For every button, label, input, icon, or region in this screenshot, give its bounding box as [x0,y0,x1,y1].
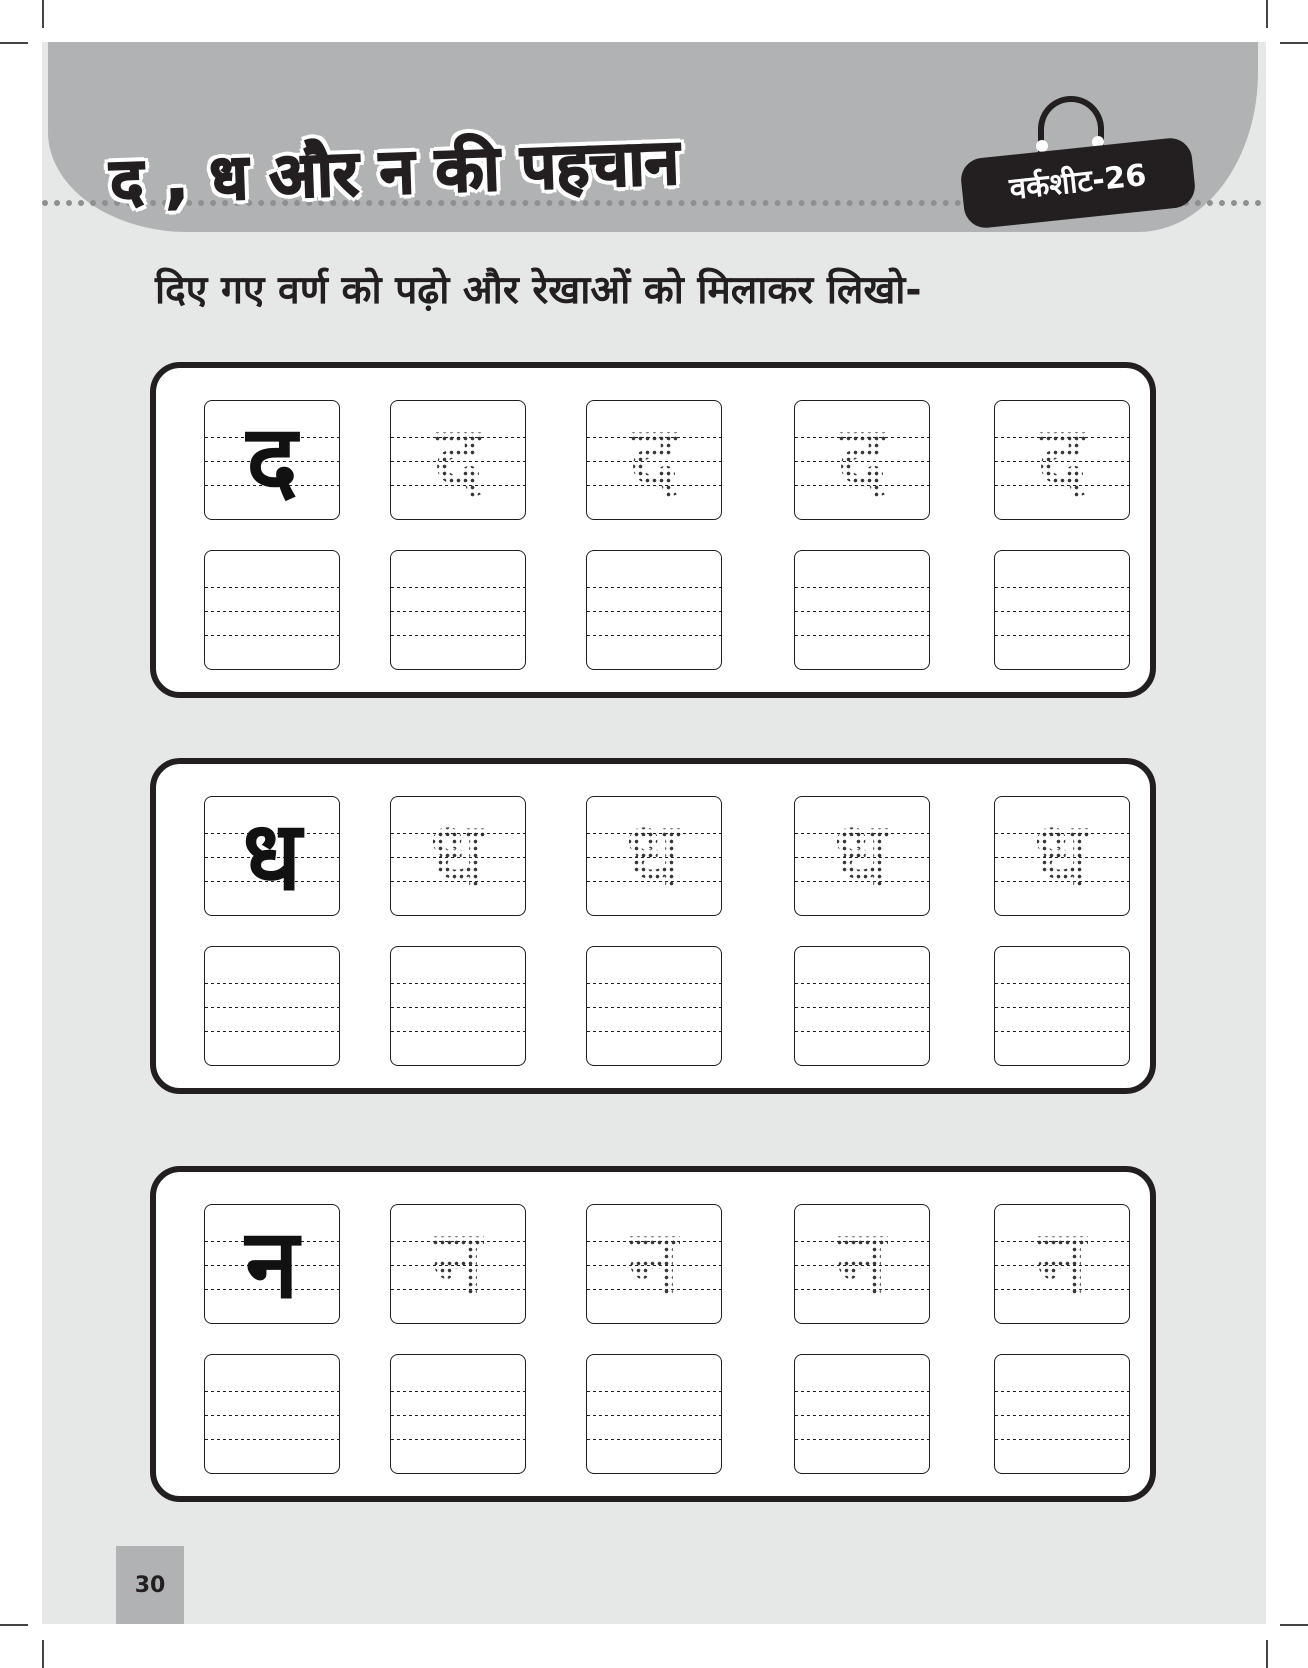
page-number: 30 [116,1546,184,1624]
dotted-trace-letter: ध [833,802,891,909]
blank-writing-box[interactable] [794,550,930,670]
trace-letter-box[interactable] [586,1204,722,1324]
trace-letter-box[interactable] [390,400,526,520]
crop-mark [1266,0,1268,28]
blank-writing-box[interactable] [794,946,930,1066]
crop-mark [1280,1624,1308,1626]
blank-writing-box[interactable] [204,550,340,670]
dotted-trace-letter: न [1036,1210,1088,1317]
practice-panel [150,362,1156,698]
dotted-trace-letter: न [628,1210,680,1317]
trace-letter-box[interactable] [794,796,930,916]
blank-writing-box[interactable] [994,550,1130,670]
trace-letter-box[interactable] [390,796,526,916]
worksheet-badge: वर्कशीट-26 [959,136,1197,230]
blank-writing-box[interactable] [390,550,526,670]
trace-letter-box[interactable] [586,400,722,520]
trace-letter-box[interactable] [994,796,1130,916]
trace-letter-box[interactable] [994,400,1130,520]
trace-letter-box[interactable] [794,1204,930,1324]
blank-writing-box[interactable] [586,1354,722,1474]
trace-letter-box[interactable] [586,796,722,916]
model-letter-box [204,796,340,916]
trace-letter-box[interactable] [994,1204,1130,1324]
trace-letter-box[interactable] [794,400,930,520]
dotted-trace-letter: ध [1033,802,1091,909]
crop-mark [1266,1640,1268,1668]
blank-writing-box[interactable] [204,946,340,1066]
practice-panel [150,758,1156,1094]
dotted-trace-letter: ध [429,802,487,909]
crop-mark [42,1640,44,1668]
crop-mark [0,42,28,44]
blank-writing-box[interactable] [994,946,1130,1066]
dotted-trace-letter: द [837,406,887,513]
practice-panel [150,1166,1156,1502]
trace-letter-box[interactable] [390,1204,526,1324]
blank-writing-box[interactable] [794,1354,930,1474]
worksheet-title: द , ध और न की पहचान [108,125,681,218]
model-letter-box [204,1204,340,1324]
crop-mark [42,0,44,28]
blank-writing-box[interactable] [390,946,526,1066]
model-letter-box [204,400,340,520]
blank-writing-box[interactable] [994,1354,1130,1474]
dotted-trace-letter: द [629,406,679,513]
model-letter: न [245,1208,299,1320]
crop-mark [1280,42,1308,44]
dotted-trace-letter: न [836,1210,888,1317]
dotted-trace-letter: द [433,406,483,513]
blank-writing-box[interactable] [390,1354,526,1474]
crop-mark [0,1624,28,1626]
blank-writing-box[interactable] [204,1354,340,1474]
instruction-text: दिए गए वर्ण को पढ़ो और रेखाओं को मिलाकर लिखो- [155,268,922,313]
blank-writing-box[interactable] [586,550,722,670]
dotted-trace-letter: द [1037,406,1087,513]
dotted-trace-letter: ध [625,802,683,909]
blank-writing-box[interactable] [586,946,722,1066]
model-letter: ध [242,800,302,912]
model-letter: द [246,404,298,516]
dotted-trace-letter: न [432,1210,484,1317]
